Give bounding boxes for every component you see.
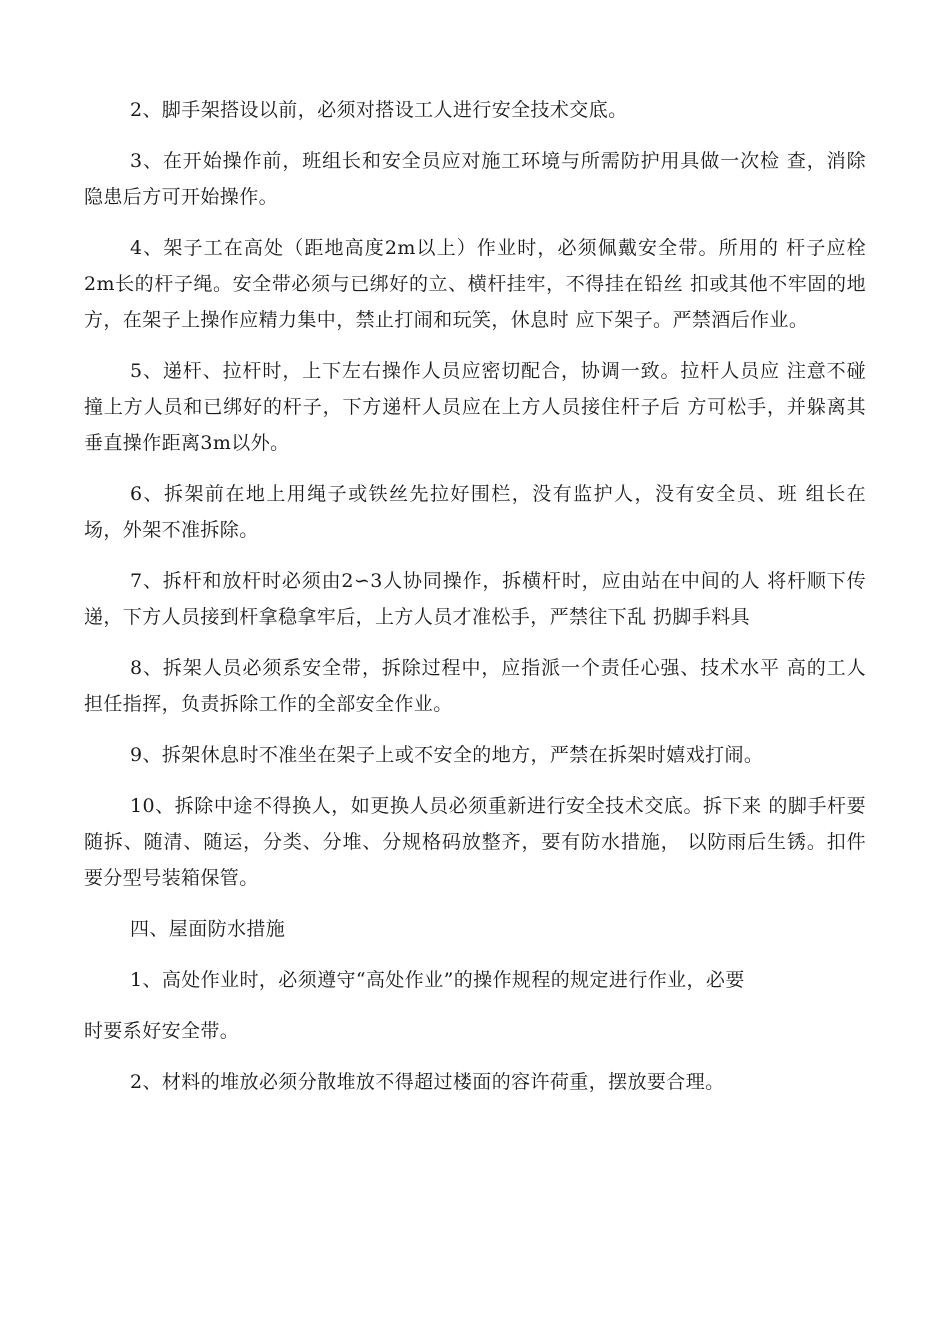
document-page [84, 92, 866, 1115]
paragraph-roof-item-1-line-2: 时要系好安全带。 [84, 1020, 240, 1042]
section-heading-roof-waterproofing: 四、屋面防水措施 [130, 918, 286, 940]
paragraph-roof-item-1-line-1: 1、高处作业时，必须遵守“高处作业”的操作规程的规定进行作业，必要 [130, 969, 745, 991]
paragraph-item-4: 4、架子工在高处（距地高度2m以上）作业时，必须佩戴安全带。所用的 杆子应栓2m长的杆子绳。安全带必须与已绑好的立、横杆挂牢，不得挂在铅丝 扣或其他不牢固的地方，在架子上操作应精力集中，禁止打闹和玩笑，休息时 应下架子。严禁酒后作业。 [84, 237, 866, 331]
paragraph-item-2: 2、脚手架搭设以前，必须对搭设工人进行安全技术交底。 [130, 99, 628, 121]
paragraph-item-7: 7、拆杆和放杆时必须由2∽3人协同操作，拆横杆时，应由站在中间的人 将杆顺下传递，下方人员接到杆拿稳拿牢后，上方人员才准松手，严禁往下乱 扔脚手料具 [84, 570, 866, 628]
paragraph-item-9: 9、拆架休息时不准坐在架子上或不安全的地方，严禁在拆架时嬉戏打闹。 [130, 744, 764, 766]
paragraph-item-3: 3、在开始操作前，班组长和安全员应对施工环境与所需防护用具做一次检 查，消除隐患后方可开始操作。 [84, 150, 866, 208]
paragraph-item-6: 6、拆架前在地上用绳子或铁丝先拉好围栏，没有监护人，没有安全员、班 组长在场，外架不准拆除。 [84, 483, 866, 541]
paragraph-roof-item-2: 2、材料的堆放必须分散堆放不得超过楼面的容许荷重，摆放要合理。 [130, 1071, 725, 1093]
paragraph-item-5: 5、递杆、拉杆时，上下左右操作人员应密切配合，协调一致。拉杆人员应 注意不碰撞上方人员和已绑好的杆子，下方递杆人员应在上方人员接住杆子后 方可松手，并躲离其垂直操作距离3m以外。 [84, 360, 866, 454]
paragraph-item-10: 10、拆除中途不得换人，如更换人员必须重新进行安全技术交底。拆下来 的脚手杆要随拆、随清、随运，分类、分堆、分规格码放整齐，要有防水措施， 以防雨后生锈。扣件要分型号装箱保管。 [84, 795, 866, 889]
paragraph-item-8: 8、拆架人员必须系安全带，拆除过程中，应指派一个责任心强、技术水平 高的工人担任指挥，负责拆除工作的全部安全作业。 [84, 657, 866, 715]
